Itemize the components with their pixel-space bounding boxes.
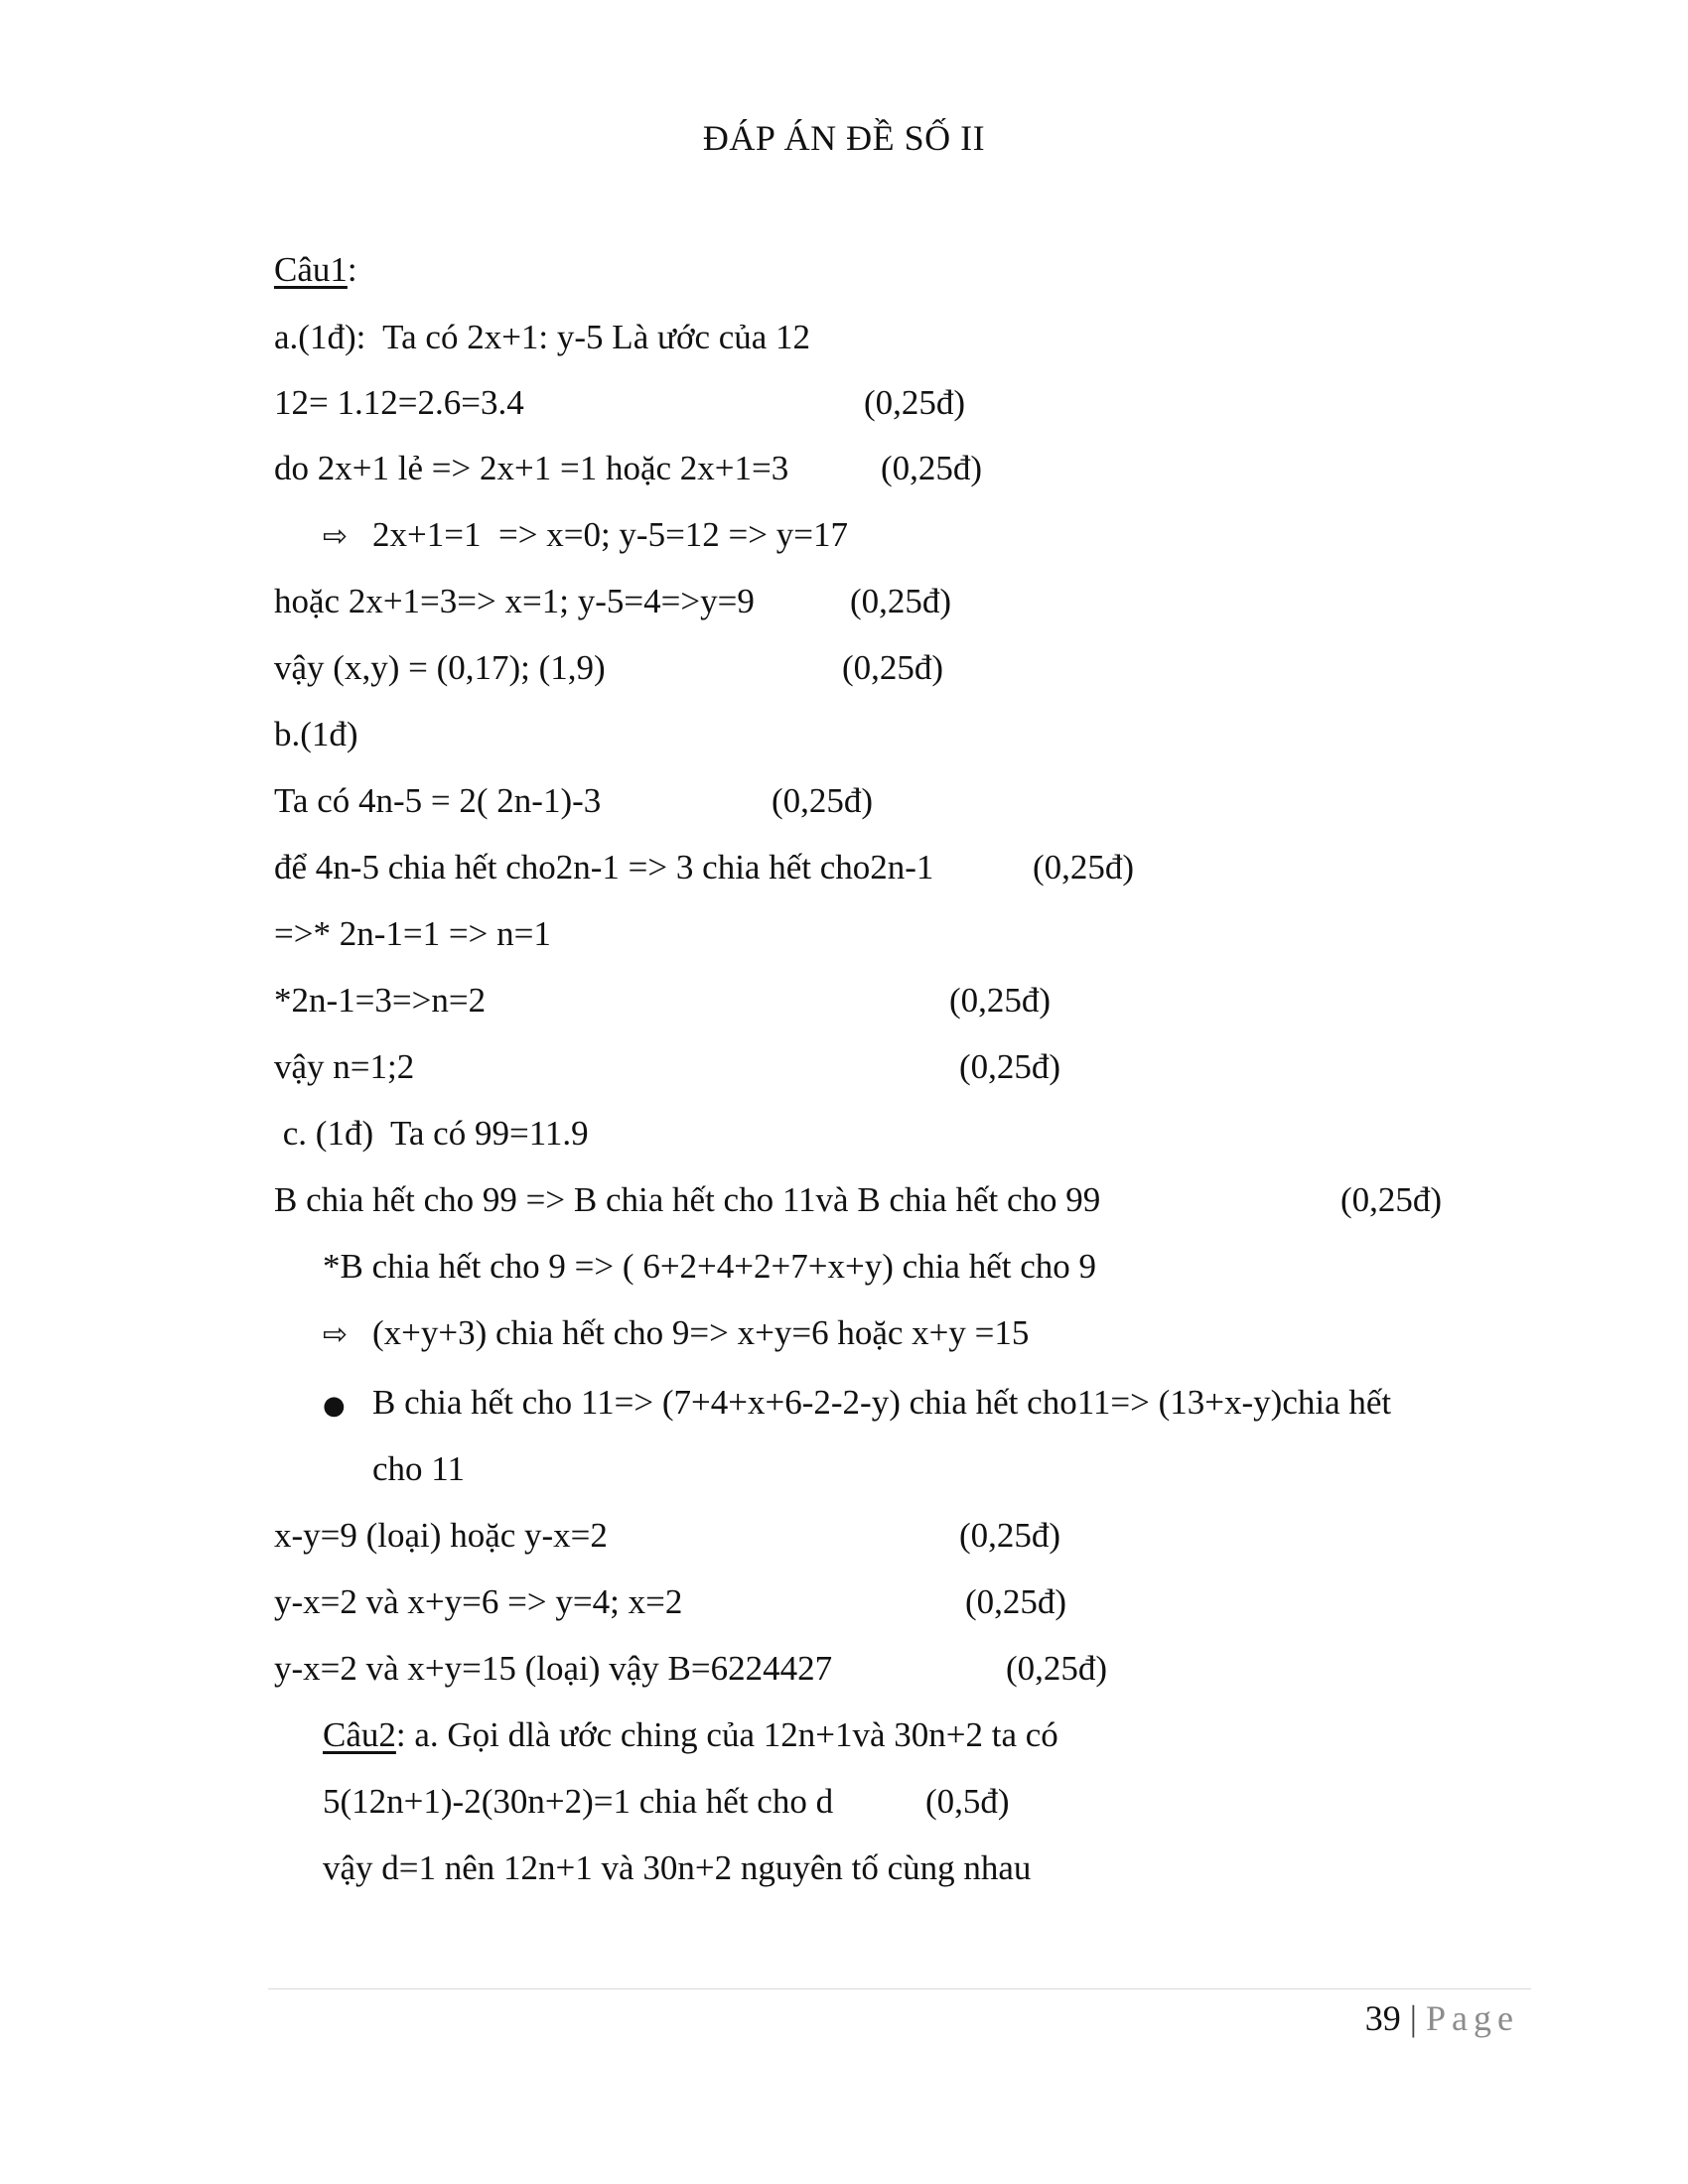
answer-line: hoặc 2x+1=3=> x=1; y-5=4=>y=9 bbox=[274, 582, 755, 620]
page-number: 39 bbox=[1364, 1998, 1401, 2038]
answer-line-arrow: ⇨ 2x+1=1 => x=0; y-5=12 => y=17 bbox=[323, 513, 848, 559]
answer-line: B chia hết cho 99 => B chia hết cho 11và B chia hết cho 99 bbox=[274, 1180, 1101, 1219]
score-label: (0,25đ) bbox=[842, 648, 944, 687]
answer-line-bullet: ● B chia hết cho 11=> (7+4+x+6-2-2-y) chia hết cho11=> (13+x-y)chia hết bbox=[323, 1381, 1391, 1428]
score-label: (0,25đ) bbox=[965, 1582, 1067, 1621]
answer-line: 5(12n+1)-2(30n+2)=1 chia hết cho d bbox=[323, 1782, 834, 1821]
answer-line: Ta có 4n-5 = 2( 2n-1)-3 bbox=[274, 781, 602, 820]
score-label: (0,25đ) bbox=[1340, 1180, 1443, 1219]
question-1-heading: Câu1: bbox=[274, 250, 357, 289]
answer-line: 12= 1.12=2.6=3.4 bbox=[274, 383, 524, 422]
score-label: (0,25đ) bbox=[864, 383, 966, 422]
footer-divider bbox=[268, 1988, 1531, 1989]
question-2-heading: Câu2: a. Gọi dlà ước ching của 12n+1và 30n+2 ta có bbox=[323, 1715, 1058, 1754]
score-label: (0,25đ) bbox=[1033, 848, 1135, 887]
page-footer bbox=[1365, 1997, 1519, 2039]
score-label: (0,25đ) bbox=[949, 981, 1052, 1020]
answer-line: cho 11 bbox=[372, 1449, 465, 1488]
answer-line: x-y=9 (loại) hoặc y-x=2 bbox=[274, 1516, 608, 1555]
answer-line: y-x=2 và x+y=15 (loại) vậy B=6224427 bbox=[274, 1649, 833, 1688]
answer-line: vậy d=1 nên 12n+1 và 30n+2 nguyên tố cùng nhau bbox=[323, 1848, 1032, 1887]
answer-line: vậy (x,y) = (0,17); (1,9) bbox=[274, 648, 606, 687]
arrow-icon: ⇨ bbox=[323, 519, 349, 554]
answer-line: *2n-1=3=>n=2 bbox=[274, 981, 487, 1020]
answer-line: vậy n=1;2 bbox=[274, 1047, 415, 1086]
answer-line: c. (1đ) Ta có 99=11.9 bbox=[274, 1114, 589, 1153]
question-1-label: Câu1 bbox=[274, 250, 348, 289]
arrow-icon: ⇨ bbox=[323, 1317, 349, 1352]
answer-line: để 4n-5 chia hết cho2n-1 => 3 chia hết cho2n-1 bbox=[274, 848, 934, 887]
score-label: (0,25đ) bbox=[959, 1516, 1061, 1555]
score-label: (0,25đ) bbox=[959, 1047, 1061, 1086]
answer-line: =>* 2n-1=1 => n=1 bbox=[274, 914, 551, 953]
answer-line-arrow: ⇨ (x+y+3) chia hết cho 9=> x+y=6 hoặc x+y =15 bbox=[323, 1311, 1029, 1357]
score-label: (0,25đ) bbox=[850, 582, 952, 620]
answer-line: *B chia hết cho 9 => ( 6+2+4+2+7+x+y) chia hết cho 9 bbox=[323, 1247, 1096, 1286]
page-label: Page bbox=[1426, 1998, 1519, 2038]
score-label: (0,25đ) bbox=[1006, 1649, 1108, 1688]
score-label: (0,25đ) bbox=[881, 449, 983, 487]
score-label: (0,25đ) bbox=[772, 781, 874, 820]
bullet-icon: ● bbox=[323, 1391, 346, 1421]
footer-separator: | bbox=[1409, 1998, 1418, 2038]
question-2-label: Câu2 bbox=[323, 1715, 396, 1754]
answer-line: y-x=2 và x+y=6 => y=4; x=2 bbox=[274, 1582, 683, 1621]
answer-line: do 2x+1 lẻ => 2x+1 =1 hoặc 2x+1=3 bbox=[274, 449, 789, 487]
score-label: (0,5đ) bbox=[925, 1782, 1010, 1821]
answer-line: b.(1đ) bbox=[274, 715, 358, 753]
page-title: ĐÁP ÁN ĐỀ SỐ II bbox=[702, 118, 986, 158]
answer-line: a.(1đ): Ta có 2x+1: y-5 Là ước của 12 bbox=[274, 318, 811, 356]
